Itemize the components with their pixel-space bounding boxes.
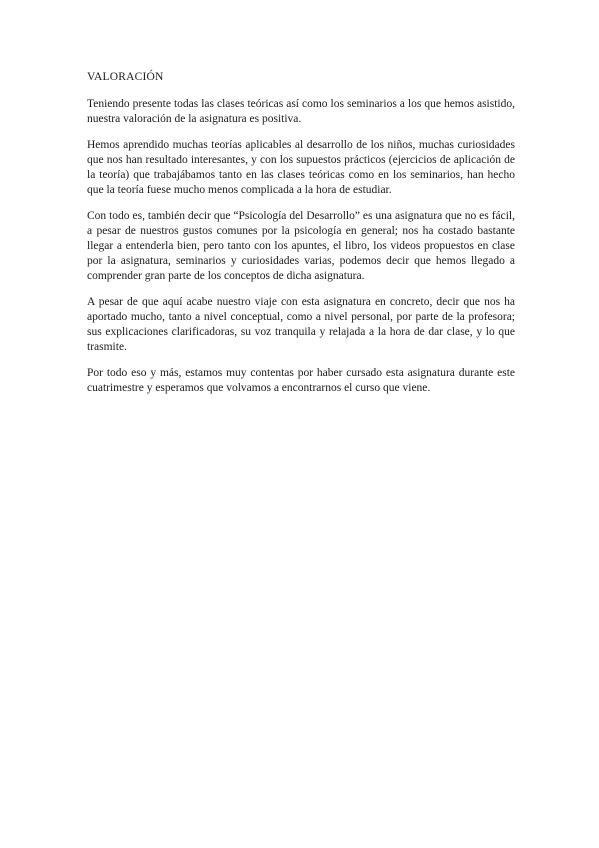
paragraph-intro: Teniendo presente todas las clases teóricas así como los seminarios a los que hemos asistido, nuestra valoración de la asignatura es positiva. [87,98,515,125]
paragraph-difficulty: Con todo es, también decir que “Psicología del Desarrollo” es una asignatura que no es fácil, a pesar de nuestros gustos comunes por la psicología en general; nos ha costado bastante llegar a entenderla bien, pero tanto con los apuntes, el libro, los videos propuestos en clase por la asignatura, seminarios y curiosidades varias, podemos decir que hemos llegado a comprender gran parte de los conceptos de dicha asignatura. [87,210,515,282]
paragraph-learning: Hemos aprendido muchas teorías aplicables al desarrollo de los niños, muchas curiosidades que nos han resultado interesantes, y con los supuestos prácticos (ejercicios de aplicación de la teoría) que trabajábamos tanto en las clases teóricas como en los seminarios, han hecho que la teoría fuese mucho menos complicada a la hora de estudiar. [87,139,515,196]
section-heading: VALORACIÓN [87,71,164,83]
document-body [87,70,515,407]
paragraph-professor: A pesar de que aquí acabe nuestro viaje con esta asignatura en concreto, decir que nos ha aportado mucho, tanto a nivel conceptual, como a nivel personal, por parte de la profesora; sus explicaciones clarificadoras, su voz tranquila y relajada a la hora de dar clase, y lo que trasmite. [87,296,515,353]
paragraph-closing: Por todo eso y más, estamos muy contentas por haber cursado esta asignatura durante este cuatrimestre y esperamos que volvamos a encontrarnos el curso que viene. [87,367,515,394]
